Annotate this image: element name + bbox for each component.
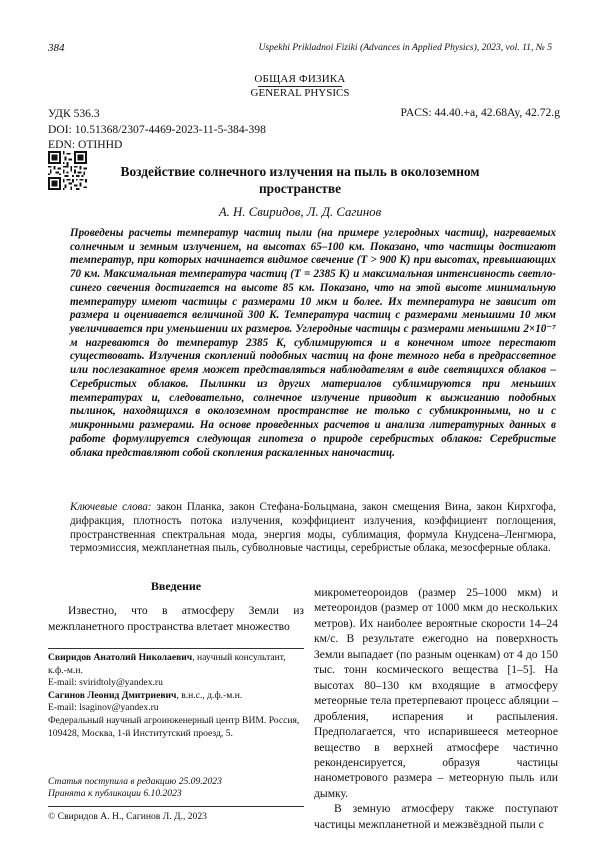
article-identifiers: [48, 106, 266, 153]
edn: EDN: OTIHHD: [48, 138, 123, 152]
intro-text-left: Известно, что в атмосферу Земли из межпланетного пространства влетает множество: [48, 604, 304, 633]
intro-text-right: [314, 585, 558, 832]
udk: УДК 536.3: [48, 107, 100, 120]
pacs: PACS: 44.40.+a, 42.68Ay, 42.72.g: [400, 106, 560, 119]
footnote-divider: [48, 648, 304, 649]
author-footnotes: [48, 652, 304, 740]
author1-info: , научный консультант, к.ф.-м.н.: [48, 652, 286, 676]
affiliation: Федеральный научный агроинженерный центр ВИМ. Россия, 109428, Москва, 1-й Институтский проезд, 5.: [48, 714, 300, 739]
author1-name: Свиридов Анатолий Николаевич: [48, 652, 193, 663]
copyright: © Свиридов А. Н., Сагинов Л. Д., 2023: [48, 811, 207, 822]
intro-heading: Введение: [150, 579, 202, 593]
qr-code-icon: [48, 151, 87, 190]
author1-line: [48, 652, 304, 677]
running-head: Uspekhi Prikladnoi Fiziki (Advances in Applied Physics), 2023, vol. 11, № 5: [258, 42, 552, 53]
intro-paragraph-1: микрометеороидов (размер 25–1000 мкм) и метеороидов (размер от 1000 мкм до нескольких метров). Их наиболее вероятные скорости 14–24 км/с. В результате ежегодно на поверхность Земли выпадает (по разным оценкам) от 4 до 150 тыс. тонн космического вещества [1–5]. На высотах 80–130 км входящие в атмосферу метеорные тела претерпевают процесс абляции – дробления, испарения и распыления. Предполагается, что испарившееся метеорное вещество в верхней атмосфере частично реконденсируется, образуя частицы нанометрового размера – метеорную пыль или дымку.: [314, 586, 558, 800]
author2-name: Сагинов Леонид Дмитриевич: [48, 689, 177, 701]
section-title-en: GENERAL PHYSICS: [250, 87, 350, 99]
accepted-date: Принята к публикации 6.10.2023: [48, 788, 182, 800]
page-number: 384: [48, 42, 65, 54]
abstract: Проведены расчеты температур частиц пыли (на примере углеродных частиц), нагреваемых солнечным и земным излучением, на высотах 65–100 км. Показано, что частицы достигают температур, при которых начинается видимое свечение (T > 900 K) при высотах, превышающих 70 км. Максимальная температура частиц (T = 2385 K) и максимальная интенсивность светло-синего свечения достигается на высоте 85 км. Показано, что на этой высоте минимальную температуру имеют частицы с размерами 10 мкм и более. Их температура не зависит от размера и оценивается величиной 300 K. Температура частиц с размерами меньшими 10 мкм увеличивается при уменьшении их размеров. Углеродные частицы с размерами меньшими 2×10⁻⁷ м нагреваются до температур 2385 K, сублимируются и в конечном итоге перестают существовать. Излучения скоплений подобных частиц на фоне темного неба в предрассветное или послезакатное время может представляться наблюдателям в виде светящихся облаков – Серебристых облаков. Пылинки из других материалов сублимируются при меньших температурах и, следовательно, солнечное излучение приводит к выжиганию подобных пылинок, находящихся в околоземном пространстве не только с субмикронными, но и с микронными размерами. На основе проведенных расчетов и анализа литературных данных в работе формулируется следующая гипотеза о природе серебристых облаков: Серебристые облака представляют собой скопления раскаленных наночастиц.: [70, 227, 556, 459]
article-title: Воздействие солнечного излучения на пыль в околоземном пространстве: [120, 164, 480, 196]
keywords-text: закон Планка, закон Стефана-Больцмана, закон смещения Вина, закон Кирхгофа, дифракция, плотность потока излучения, коэффициент излучения, коэффициент поглощения, пространственная спектральная мода, энергия моды, сублимация, формула Кнудсена–Ленгмюра, термоэмиссия, межпланетная пыль, субволновые частицы, серебристые облака, мезосферные облака.: [70, 501, 557, 555]
author2-line: [48, 690, 304, 703]
received-date: Статья поступила в редакцию 25.09.2023: [48, 776, 222, 787]
author2-email[interactable]: E-mail: lsaginov@yandex.ru: [48, 702, 159, 714]
author2-info: , в.н.с., д.ф.-м.н.: [176, 689, 243, 701]
copyright-divider: [48, 806, 304, 807]
article-authors: А. Н. Свиридов, Л. Д. Сагинов: [218, 205, 382, 219]
author1-email[interactable]: E-mail: sviridtoly@yandex.ru: [48, 677, 163, 689]
keywords: [70, 501, 556, 556]
keywords-label: Ключевые слова:: [70, 501, 152, 513]
doi: DOI: 10.51368/2307-4469-2023-11-5-384-398: [48, 122, 266, 136]
article-dates: [48, 776, 304, 800]
intro-paragraph-2: В земную атмосферу также поступают частицы межпланетной и межзвёздной пыли с: [314, 802, 558, 831]
section-title-ru: ОБЩАЯ ФИЗИКА: [254, 73, 346, 85]
